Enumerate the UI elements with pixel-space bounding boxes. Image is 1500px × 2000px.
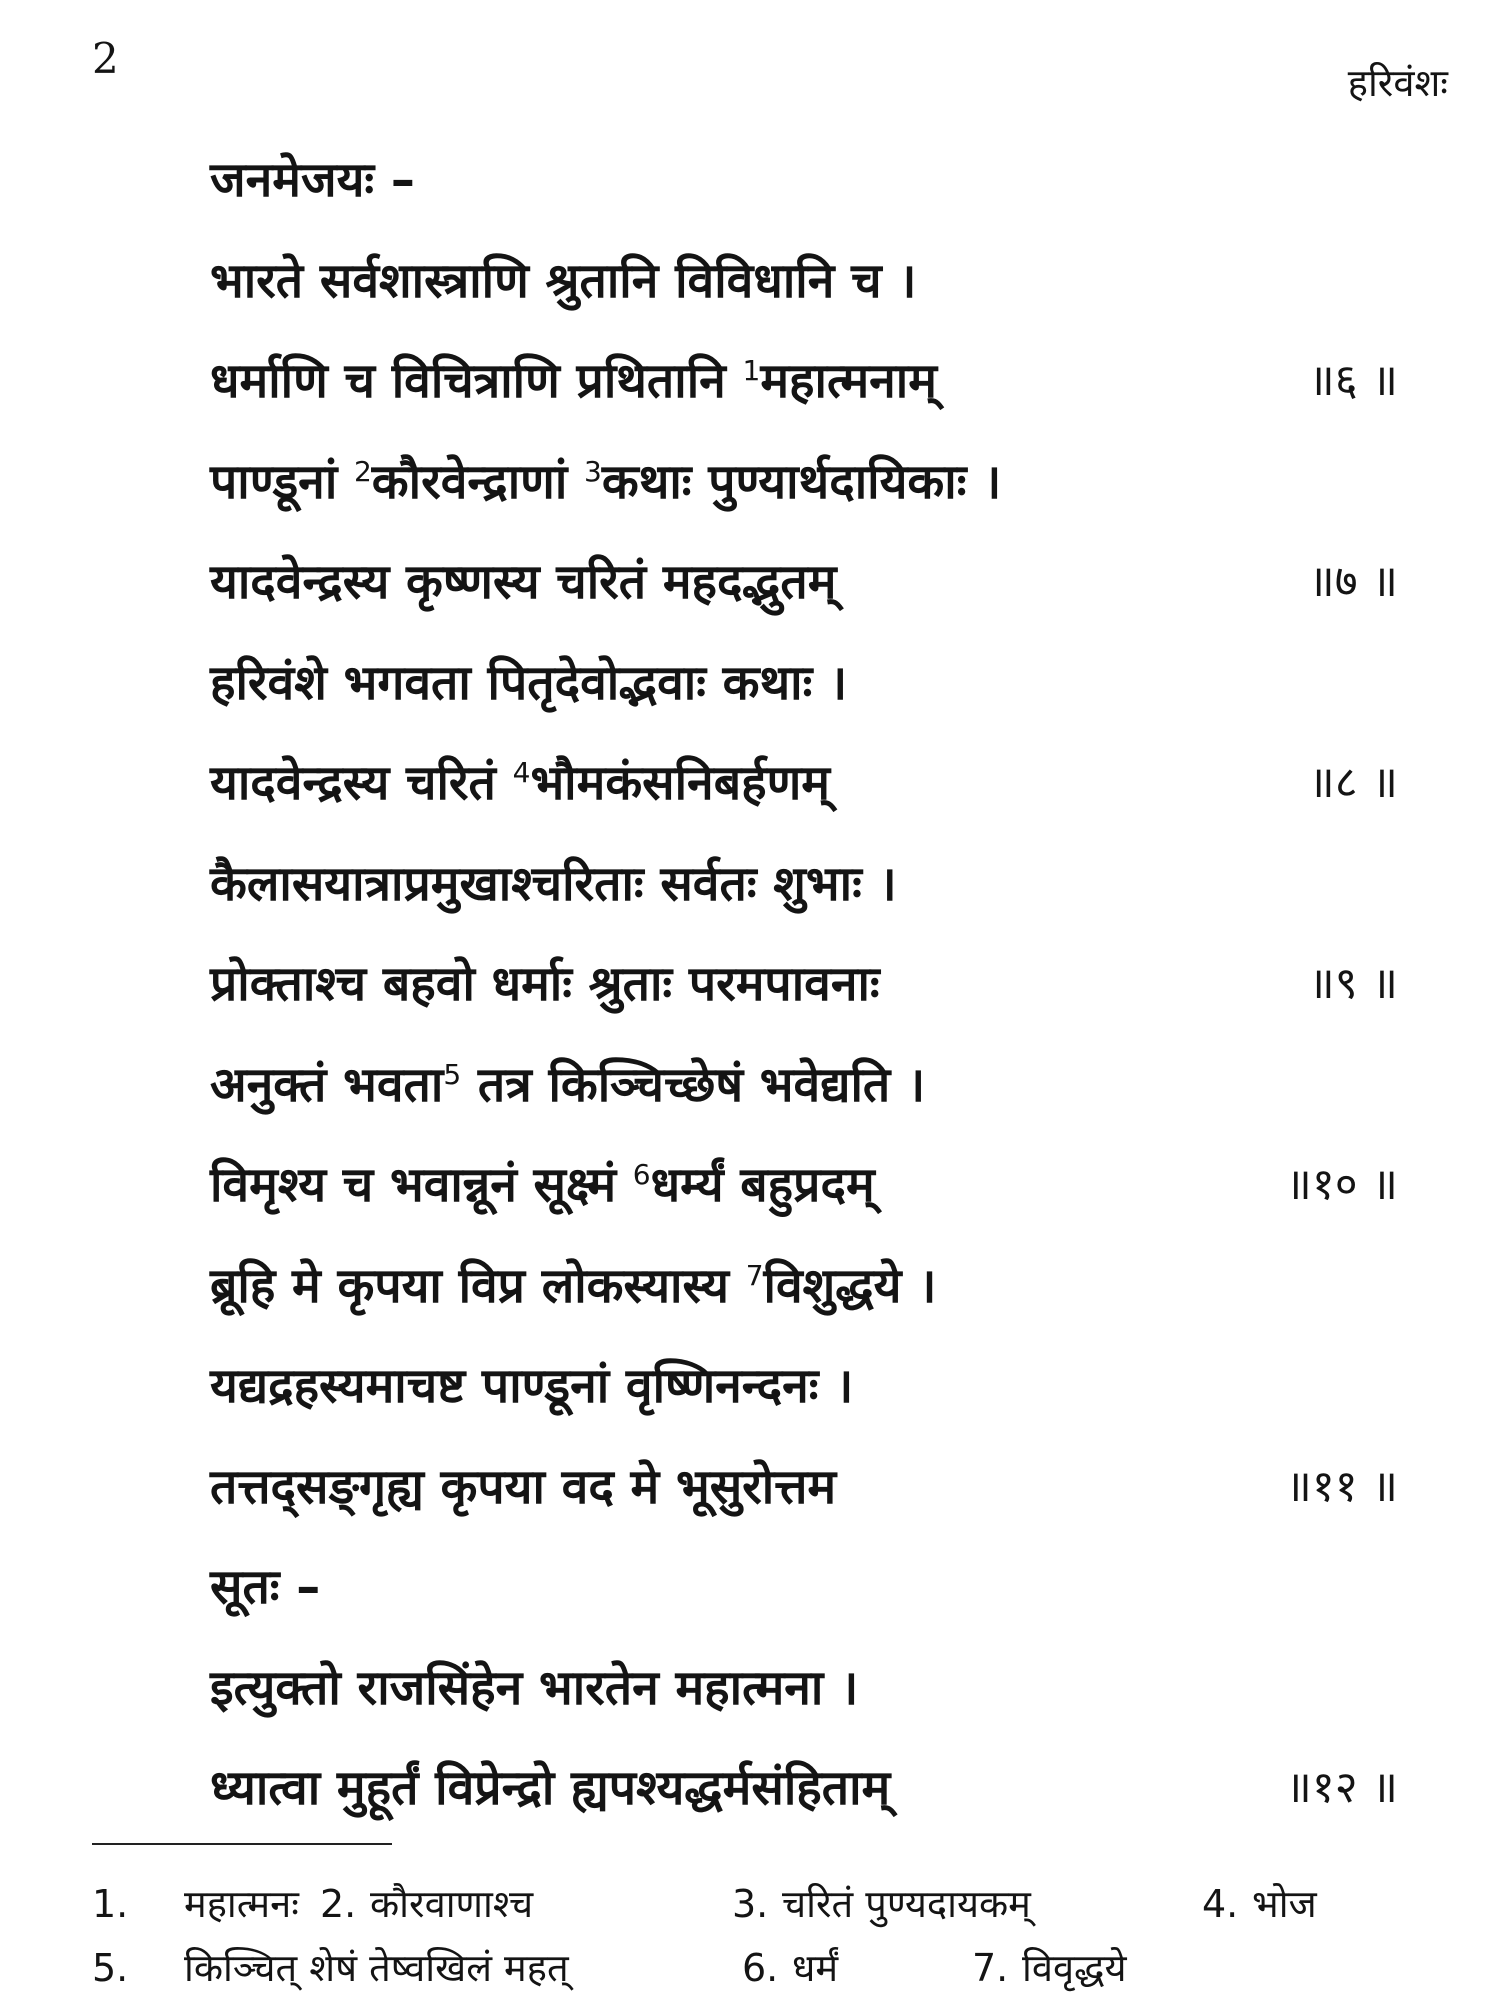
footnote-2 — [320, 1872, 533, 1936]
verse-line — [210, 532, 1410, 633]
verse-line — [210, 1537, 1410, 1638]
verse-text: तत्तद्सङ्गृह्य कृपया वद मे भूसुरोत्तम — [210, 1458, 837, 1515]
verse-text: यद्यद्रहस्यमाचष्ट पाण्डूनां वृष्णिनन्दनः । — [210, 1358, 854, 1414]
verse-line — [210, 834, 1410, 935]
verse-line — [210, 231, 1410, 332]
verse-text: कथाः पुण्यार्थदायिकाः । — [601, 453, 1002, 510]
verse-number: ॥१२ ॥ — [1285, 1762, 1398, 1813]
page-number: 2 — [92, 34, 119, 83]
verse-block — [210, 130, 1410, 1839]
verse-number: ॥१० ॥ — [1285, 1159, 1398, 1210]
footnote-text: धर्मं — [792, 1946, 839, 1990]
footnote-row — [92, 1936, 1472, 2000]
footnote-index: 4. — [1202, 1882, 1239, 1926]
footnote-marker: 3 — [584, 454, 602, 488]
footnote-index: 3. — [732, 1882, 769, 1926]
running-head: हरिवंशः — [1347, 61, 1448, 105]
verse-line — [210, 1135, 1410, 1236]
verse-text: तत्र किञ्चिच्छेषं भवेद्यति । — [461, 1056, 926, 1113]
footnote-index: 7. — [972, 1946, 1009, 1990]
footnote-marker: 1 — [742, 354, 761, 387]
verse-text: विमृश्य च भवान्नूनं सूक्ष्मं — [210, 1157, 633, 1213]
footnotes — [92, 1872, 1472, 2000]
verse-text: यादवेन्द्रस्य कृष्णस्य चरितं महदद्भुतम् — [210, 554, 837, 610]
footnote-text: कौरवाणाश्च — [370, 1882, 534, 1926]
footnote-index: 6. — [742, 1946, 779, 1990]
footnote-marker: 2 — [353, 454, 372, 488]
verse-text: धर्माणि च विचित्राणि प्रथितानि — [210, 353, 743, 409]
footnote-index: 5. — [92, 1946, 129, 1990]
verse-text: इत्युक्तो राजसिंहेन भारतेन महात्मना । — [210, 1659, 859, 1716]
verse-line — [210, 1236, 1410, 1337]
verse-line — [210, 934, 1410, 1035]
verse-line — [210, 733, 1410, 834]
footnote-row — [92, 1872, 1472, 1936]
footnote-text: चरितं पुण्यदायकम् — [782, 1882, 1031, 1926]
verse-text: ध्यात्वा मुहूर्तं विप्रेन्द्रो ह्यपश्यद्धर्मसंहिताम् — [210, 1760, 891, 1816]
footnote-marker: 4 — [512, 756, 531, 789]
verse-line — [210, 1035, 1410, 1136]
verse-line — [210, 1738, 1410, 1839]
verse-text: कैलासयात्राप्रमुखाश्चरिताः सर्वतः शुभाः । — [210, 855, 897, 912]
footnote-6 — [742, 1936, 838, 2000]
verse-text: पाण्डूनां — [210, 453, 354, 510]
verse-text: सूतः – — [210, 1559, 321, 1615]
footnote-index: 1. — [92, 1882, 129, 1926]
verse-line — [210, 130, 1410, 231]
verse-number: ॥७ ॥ — [1308, 556, 1398, 607]
verse-text: भारते सर्वशास्त्राणि श्रुतानि विविधानि च । — [210, 252, 917, 309]
verse-text: हरिवंशे भगवता पितृदेवोद्भवाः कथाः । — [210, 654, 848, 711]
footnote-marker: 7 — [745, 1258, 764, 1292]
footnote-text: भोज — [1252, 1882, 1317, 1926]
verse-text: महात्मनाम् — [760, 353, 937, 409]
footnote-text: महात्मनः — [184, 1882, 299, 1926]
footnote-text: किञ्चित् शेषं तेष्वखिलं महत् — [184, 1946, 569, 1990]
footnote-1 — [92, 1872, 299, 1936]
verse-line — [210, 1638, 1410, 1739]
verse-text: भौमकंसनिबर्हणम् — [530, 755, 831, 811]
footnote-7 — [972, 1936, 1127, 2000]
verse-number: ॥६ ॥ — [1308, 355, 1398, 406]
verse-number: ॥११ ॥ — [1285, 1460, 1398, 1512]
verse-text: धर्म्यं बहुप्रदम् — [650, 1157, 875, 1213]
verse-text: विशुद्धये । — [763, 1257, 937, 1314]
verse-line — [210, 1336, 1410, 1437]
verse-text: प्रोक्ताश्च बहवो धर्माः श्रुताः परमपावनाः — [210, 956, 880, 1012]
footnote-rule — [92, 1843, 392, 1845]
footnote-marker: 5 — [443, 1057, 462, 1091]
footnote-5 — [92, 1936, 569, 2000]
verse-number: ॥९ ॥ — [1308, 958, 1398, 1009]
verse-text: कौरवेन्द्राणां — [371, 453, 585, 510]
verse-line — [210, 331, 1410, 432]
verse-text: जनमेजयः – — [210, 152, 415, 208]
verse-number: ॥८ ॥ — [1308, 757, 1398, 808]
footnote-text: विवृद्धये — [1022, 1946, 1127, 1990]
verse-line — [210, 633, 1410, 734]
footnote-index: 2. — [320, 1882, 357, 1926]
verse-line — [210, 1437, 1410, 1538]
verse-line — [210, 432, 1410, 533]
verse-text: ब्रूहि मे कृपया विप्र लोकस्यास्य — [210, 1257, 746, 1314]
footnote-marker: 6 — [632, 1158, 651, 1191]
footnote-4 — [1202, 1872, 1317, 1936]
verse-text: यादवेन्द्रस्य चरितं — [210, 755, 513, 811]
footnote-3 — [732, 1872, 1031, 1936]
verse-text: अनुक्तं भवता — [210, 1056, 444, 1113]
